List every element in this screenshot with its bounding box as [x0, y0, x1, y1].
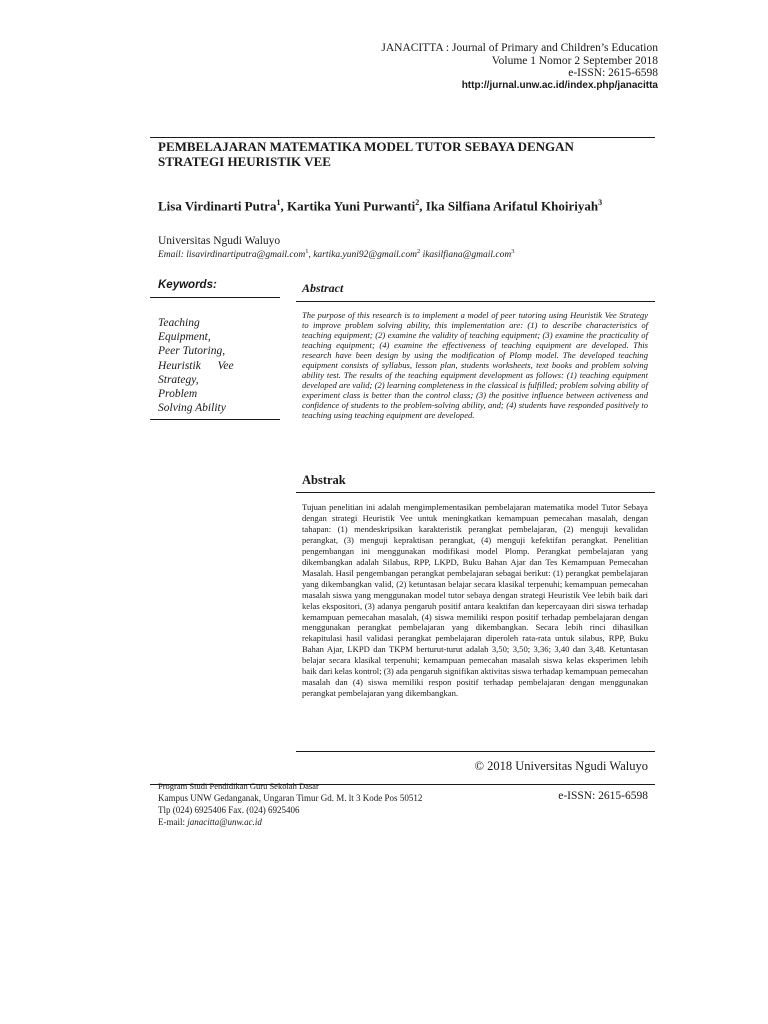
keyword-line: Solving Ability: [158, 402, 226, 415]
abstrak-bottom-rule: [296, 751, 655, 752]
journal-url[interactable]: http://jurnal.unw.ac.id/index.php/janacitta: [461, 79, 658, 91]
email-2[interactable]: , kartika.yuni92@gmail.com: [308, 250, 417, 261]
title-top-rule: [150, 137, 655, 138]
journal-volume: Volume 1 Nomor 2 September 2018: [491, 54, 658, 67]
author-1-name: Lisa Virdinarti Putra: [158, 198, 277, 214]
email-1-sup: 1: [305, 248, 309, 255]
email-3-sup: 3: [511, 248, 515, 255]
abstract-heading: Abstract: [302, 281, 344, 295]
keyword-line: Peer Tutoring,: [158, 345, 226, 358]
keyword-line: Equipment,: [158, 331, 211, 344]
footer-campus: Kampus UNW Gedanganak, Ungaran Timur Gd. M. lt 3 Kode Pos 50512: [158, 793, 423, 803]
abstrak-heading: Abstrak: [302, 473, 346, 487]
keyword-line: Strategy,: [158, 373, 199, 386]
footer-email-label: E-mail:: [158, 817, 188, 827]
keywords-list: [158, 316, 266, 415]
paper-title: PEMBELAJARAN MATEMATIKA MODEL TUTOR SEBAYA DENGAN STRATEGI HEURISTIK VEE: [158, 139, 574, 169]
keywords-rule-top: [150, 297, 280, 298]
keywords-rule-bottom: [150, 419, 280, 420]
author-3-sup: 3: [598, 198, 603, 207]
email-prefix: Email:: [158, 250, 187, 261]
keyword-line: Teaching: [158, 317, 200, 329]
footer-email[interactable]: janacitta@unw.ac.id: [187, 817, 262, 827]
affiliation: Universitas Ngudi Waluyo: [158, 235, 281, 247]
abstrak-rule: [296, 492, 655, 493]
footer-program: Program Studi Pendidikan Guru Sekolah Dasar: [158, 781, 319, 791]
footer-phone: Tlp (024) 6925406 Fax. (024) 6925406: [158, 805, 300, 815]
email-1[interactable]: lisavirdinartiputra@gmail.com: [186, 250, 306, 261]
footer-address: [158, 780, 422, 828]
abstrak-text: Tujuan penelitian ini adalah mengimplementasikan pembelajaran matematika model Tutor Sebaya dengan strategi Heuristik Vee untuk meningkatkan kemampuan pemecahan masalah, dengan tahapan: (1) mendeskripsikan karakteristik perangkat pembelajaran, (2) menguji kevalidan perangkat, (3) menguji kepraktisan perangkat, (4) menguji kefektifan perangkat. Penelitian pengembangan ini menggunakan modifikasi model Plomp. Perangkat pembelajaran yang dikembangkan adalah Silabus, RPP, LKPD, Buku Bahan Ajar dan Tes Kemampuan Pemecahan Masalah. Hasil pengembangan perangkat pembelajaran sebagai berikut: (1) perangkat pembelajaran yang dikembangkan valid, (2) ketuntasan belajar secara klasikal terpenuhi; kemampuan pemecahan masalah siswa yang menggunakan model tutor sebaya dengan strategi Heuristik Vee lebih baik dari kelas ekspositori, (3) adanya pengaruh positif antara keaktifan dan kepercayaan diri siswa terhadap kemampuan pemecahan masalah, (4) siswa memiliki respon positif terhadap pembelajaran dengan menggunakan perangkat pembelajaran yang dikembangkan. Secara lebih rinci dihasilkan rekapitulasi hasil validasi perangkat pembelajaran diperoleh rata-rata untuk silabus, RPP, Buku Bahan Ajar, LKPD dan TKPM berturut-turut adalah 3,50; 3,50; 3,36; 3,40 dan 3,48. Ketuntasan belajar secara klasikal terpenuhi; kemampuan pemecahan masalah siswa kelas eksperimen lebih baik dari kelas kontrol; (3) ada pengaruh signifikan aktivitas siswa terhadap kemampuan pemecahan masalah dan (4) siswa memiliki respon positif terhadap pembelajaran dengan menggunakan perangkat pembelajaran yang dikembangkan.: [302, 502, 648, 699]
email-2-sup: 2: [416, 248, 421, 255]
keyword-line: Problem: [158, 388, 198, 401]
author-2-sep: ,: [419, 198, 426, 214]
copyright-notice: © 2018 Universitas Ngudi Waluyo: [474, 759, 648, 773]
author-emails: [158, 248, 515, 260]
abstract-rule: [296, 301, 655, 302]
journal-eissn: e-ISSN: 2615-6598: [568, 67, 658, 80]
abstract-text: The purpose of this research is to implement a model of peer tutoring using Heuristik Vee Strategy to improve problem solving ability, this implementation are: (1) to describe characteristics of teaching equipment; (2) examine the validity of teaching equipment; (3) examine the practicality of teaching equipment; (4) examine the effectiveness of teaching equipment are developed. This research have been design by using the modification of Plomp model. The developed teaching equipment consists of syllabus, lesson plan, students worksheets, text books and problem solving ability test. The results of the teaching equipment development as follows: (1) teaching equipment developed are valid; (2) learning completeness in the classical is fulfilled; problem solving ability of experiment class is better than the control class; (3) the positive influence between activeness and confidence of students to the problem-solving ability, and; (4) students have responded positively to teaching using teaching equipment are developed.: [302, 310, 648, 420]
journal-name: JANACITTA : Journal of Primary and Children’s Education: [381, 42, 658, 54]
footer-eissn: e-ISSN: 2615-6598: [558, 790, 648, 802]
author-2-name: Kartika Yuni Purwanti: [286, 198, 416, 214]
author-list: [158, 198, 602, 214]
footer-email-line: [158, 816, 422, 828]
keywords-heading: Keywords:: [158, 279, 217, 291]
author-1-sep: ,: [280, 198, 287, 214]
keyword-line: Heuristik Vee: [158, 359, 234, 372]
author-1-sup: 1: [276, 198, 281, 207]
journal-header: [381, 42, 658, 92]
email-3[interactable]: ikasilfiana@gmail.com: [420, 250, 512, 261]
author-2-sup: 2: [415, 198, 420, 207]
author-3-name: Ika Silfiana Arifatul Khoiriyah: [425, 198, 599, 214]
